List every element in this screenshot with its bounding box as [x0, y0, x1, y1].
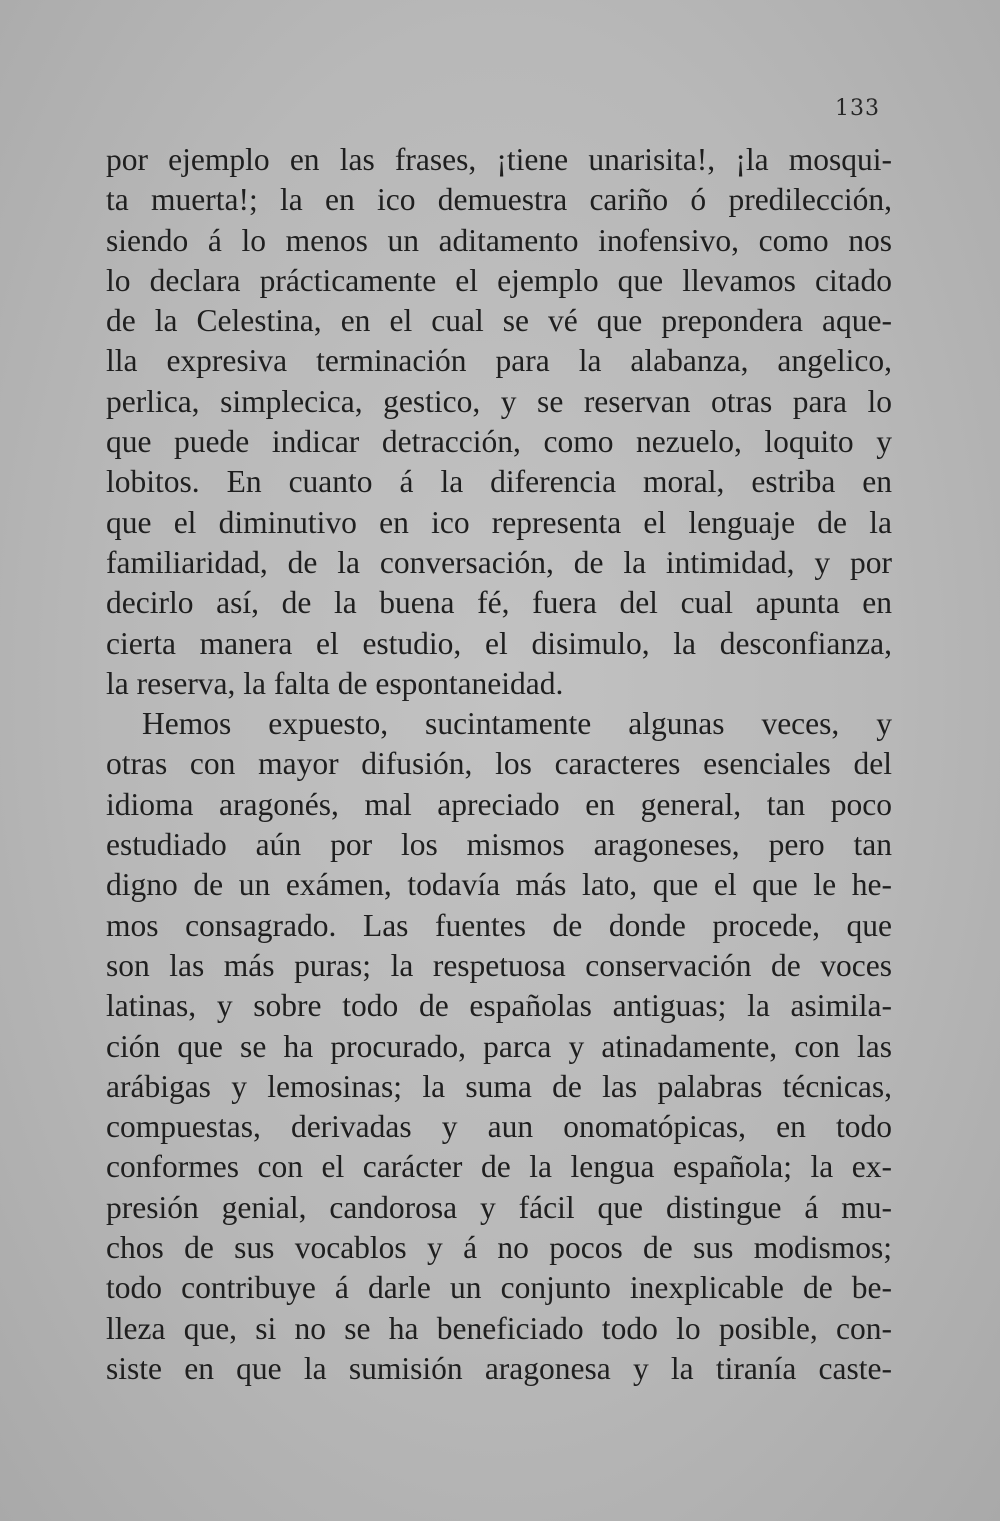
text-line: presión genial, candorosa y fácil que distingue á mu- [106, 1189, 892, 1225]
text-line: Hemos expuesto, sucintamente algunas veces, y [142, 706, 892, 742]
text-line: ta muerta!; la en ico demuestra cariño ó predilección, [106, 182, 892, 218]
text-line: conformes con el carácter de la lengua española; la ex- [106, 1149, 892, 1185]
text-line: arábigas y lemosinas; la suma de las palabras técnicas, [106, 1068, 892, 1104]
text-line: digno de un exámen, todavía más lato, que el que le he- [106, 867, 892, 903]
text-line: todo contribuye á darle un conjunto inexplicable de be- [106, 1270, 892, 1306]
paragraph-1 [106, 140, 892, 704]
text-line: perlica, simplecica, gestico, y se reservan otras para lo [106, 383, 892, 419]
text-line: son las más puras; la respetuosa conservación de voces [106, 947, 892, 983]
text-line: ción que se ha procurado, parca y atinadamente, con las [106, 1028, 892, 1064]
text-line: idioma aragonés, mal apreciado en general, tan poco [106, 786, 892, 822]
text-line: lo declara prácticamente el ejemplo que llevamos citado [106, 262, 892, 298]
text-line: que el diminutivo en ico representa el lenguaje de la [106, 504, 892, 540]
text-line: la reserva, la falta de espontaneidad. [106, 665, 564, 701]
paragraph-2 [106, 704, 892, 1389]
text-line: lla expresiva terminación para la alabanza, angelico, [106, 343, 892, 379]
text-line: familiaridad, de la conversación, de la intimidad, y por [106, 544, 892, 580]
text-line: otras con mayor difusión, los caracteres esenciales del [106, 746, 892, 782]
text-line: de la Celestina, en el cual se vé que prepondera aque- [106, 303, 892, 339]
text-line: por ejemplo en las frases, ¡tiene unarisita!, ¡la mosqui- [106, 142, 892, 177]
page-number: 133 [835, 96, 880, 121]
text-line: que puede indicar detracción, como nezuelo, loquito y [106, 424, 892, 460]
text-line: cierta manera el estudio, el disimulo, la desconfianza, [106, 625, 892, 661]
text-line: chos de sus vocablos y á no pocos de sus modismos; [106, 1230, 892, 1266]
text-line: lobitos. En cuanto á la diferencia moral, estriba en [106, 464, 892, 500]
text-line: siste en que la sumisión aragonesa y la tiranía caste- [106, 1350, 892, 1386]
text-line: decirlo así, de la buena fé, fuera del cual apunta en [106, 585, 892, 621]
text-line: siendo á lo menos un aditamento inofensivo, como nos [106, 222, 892, 258]
text-line: compuestas, derivadas y aun onomatópicas, en todo [106, 1109, 892, 1145]
body-text [106, 140, 892, 1389]
text-line: estudiado aún por los mismos aragoneses, pero tan [106, 827, 892, 863]
text-line: lleza que, si no se ha beneficiado todo lo posible, con- [106, 1310, 892, 1346]
text-line: latinas, y sobre todo de españolas antiguas; la asimila- [106, 988, 892, 1024]
text-line: mos consagrado. Las fuentes de donde procede, que [106, 907, 892, 943]
